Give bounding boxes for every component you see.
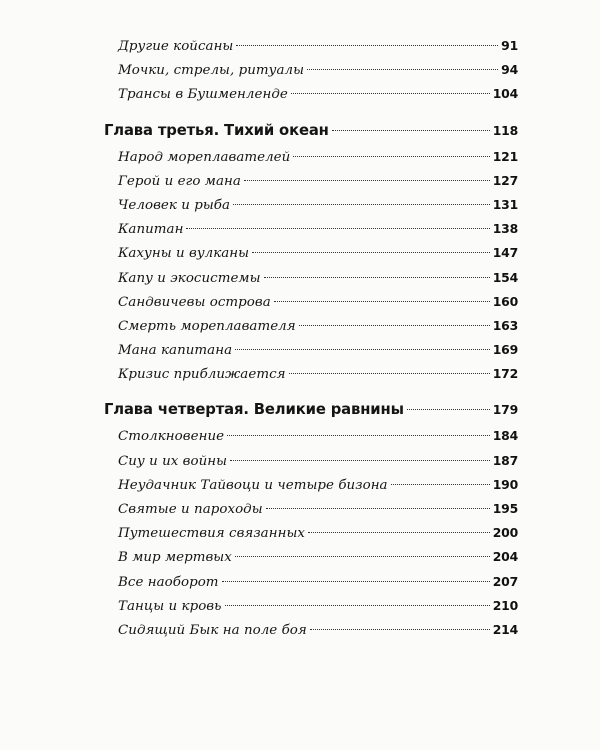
toc-entry — [104, 193, 518, 217]
dot-leader — [186, 227, 489, 229]
dot-leader — [289, 372, 490, 374]
toc-entry-title: Народ мореплавателей — [118, 149, 291, 165]
dot-leader — [307, 68, 498, 70]
dot-leader — [274, 300, 490, 302]
dot-leader — [310, 628, 490, 630]
toc-entry — [104, 217, 518, 241]
dot-leader — [222, 580, 490, 582]
toc-entry — [104, 449, 518, 473]
toc-entry-page: 91 — [501, 38, 518, 53]
dot-leader — [391, 483, 490, 485]
toc-entry — [104, 82, 518, 106]
toc-entry-title: Капу и экосистемы — [118, 270, 261, 286]
toc-entry-page: 160 — [492, 293, 518, 309]
dot-leader — [252, 251, 490, 253]
toc-entry — [104, 314, 518, 338]
dot-leader — [225, 604, 490, 606]
toc-entry-title: Мана капитана — [118, 343, 233, 359]
toc-entry-page: 121 — [492, 148, 518, 164]
toc-entry-title: Все наоборот — [118, 574, 219, 590]
toc-entry-title: Капитан — [118, 222, 184, 238]
dot-leader — [291, 92, 490, 94]
toc-entry-page: 187 — [492, 452, 518, 468]
toc-entry-title: Сидящий Бык на поле боя — [118, 622, 307, 638]
toc-chapter-3 — [104, 117, 518, 387]
toc-entry-title: Кризис приближается — [118, 367, 286, 383]
toc-entry-page: 127 — [492, 172, 518, 188]
chapter-title: Глава четвертая. Великие равнины — [104, 401, 404, 419]
dot-leader — [293, 155, 489, 157]
toc-entry-title: Танцы и кровь — [118, 598, 222, 614]
toc-entry — [104, 266, 518, 290]
dot-leader — [235, 348, 490, 350]
toc-entry-title: Мочки, стрелы, ритуалы — [118, 63, 305, 79]
toc-entry — [104, 145, 518, 169]
toc-entry — [104, 570, 518, 594]
toc-entry-title: В мир мертвых — [118, 550, 232, 566]
chapter-page: 118 — [492, 122, 518, 138]
toc-entry — [104, 545, 518, 569]
dot-leader — [227, 434, 490, 436]
toc-entry-title: Путешествия связанных — [118, 526, 306, 542]
toc-entry-page: 94 — [501, 62, 518, 78]
toc-entry-page: 104 — [492, 86, 518, 102]
table-of-contents — [104, 34, 518, 642]
toc-entry-title: Герой и его мана — [118, 173, 241, 189]
toc-entry — [104, 241, 518, 265]
chapter-heading — [104, 396, 518, 424]
dot-leader — [244, 179, 490, 181]
toc-entry — [104, 424, 518, 448]
toc-entry — [104, 473, 518, 497]
dot-leader — [332, 129, 490, 131]
toc-entry-page: 147 — [492, 245, 518, 261]
dot-leader — [407, 408, 490, 410]
toc-entry — [104, 618, 518, 642]
toc-entry-title: Трансы в Бушменленде — [118, 87, 288, 103]
toc-entry-page: 169 — [492, 342, 518, 358]
toc-entry — [104, 497, 518, 521]
toc-entry-title: Сандвичевы острова — [118, 294, 271, 310]
dot-leader — [235, 555, 490, 557]
dot-leader — [236, 44, 498, 46]
toc-entry-page: 210 — [492, 597, 518, 613]
toc-entry-page: 184 — [492, 428, 518, 444]
toc-entry — [104, 594, 518, 618]
toc-entry — [104, 362, 518, 386]
toc-entry-page: 204 — [492, 549, 518, 565]
chapter-page: 179 — [492, 402, 518, 418]
toc-entry — [104, 521, 518, 545]
dot-leader — [308, 531, 490, 533]
toc-entry-title: Другие койсаны — [118, 39, 234, 54]
toc-entry-title: Человек и рыба — [118, 197, 231, 213]
dot-leader — [266, 507, 490, 509]
toc-entry — [104, 58, 518, 82]
toc-entry-page: 131 — [492, 196, 518, 212]
chapter-title: Глава третья. Тихий океан — [104, 121, 329, 139]
toc-entry-page: 214 — [492, 621, 518, 637]
chapter-heading — [104, 117, 518, 145]
toc-entry-title: Кахуны и вулканы — [118, 246, 250, 262]
toc-entry-title: Святые и пароходы — [118, 502, 263, 517]
toc-entry-title: Неудачник Тайвоци и четыре бизона — [118, 477, 388, 493]
toc-section-continued — [104, 34, 518, 107]
toc-entry-page: 195 — [492, 501, 518, 516]
toc-chapter-4 — [104, 396, 518, 642]
toc-entry-page: 138 — [492, 221, 518, 237]
toc-entry-page: 207 — [492, 573, 518, 589]
toc-entry-page: 172 — [492, 366, 518, 382]
toc-entry-page: 163 — [492, 317, 518, 333]
toc-entry — [104, 290, 518, 314]
dot-leader — [264, 276, 490, 278]
toc-entry-title: Столкновение — [118, 429, 225, 445]
toc-entry-title: Сиу и их войны — [118, 453, 228, 469]
dot-leader — [299, 324, 490, 326]
dot-leader — [230, 459, 490, 461]
toc-entry-title: Смерть мореплавателя — [118, 318, 296, 334]
toc-entry — [104, 169, 518, 193]
toc-entry — [104, 34, 518, 58]
toc-entry — [104, 338, 518, 362]
dot-leader — [233, 203, 490, 205]
toc-entry-page: 200 — [492, 525, 518, 541]
toc-entry-page: 190 — [492, 476, 518, 492]
toc-entry-page: 154 — [492, 269, 518, 285]
